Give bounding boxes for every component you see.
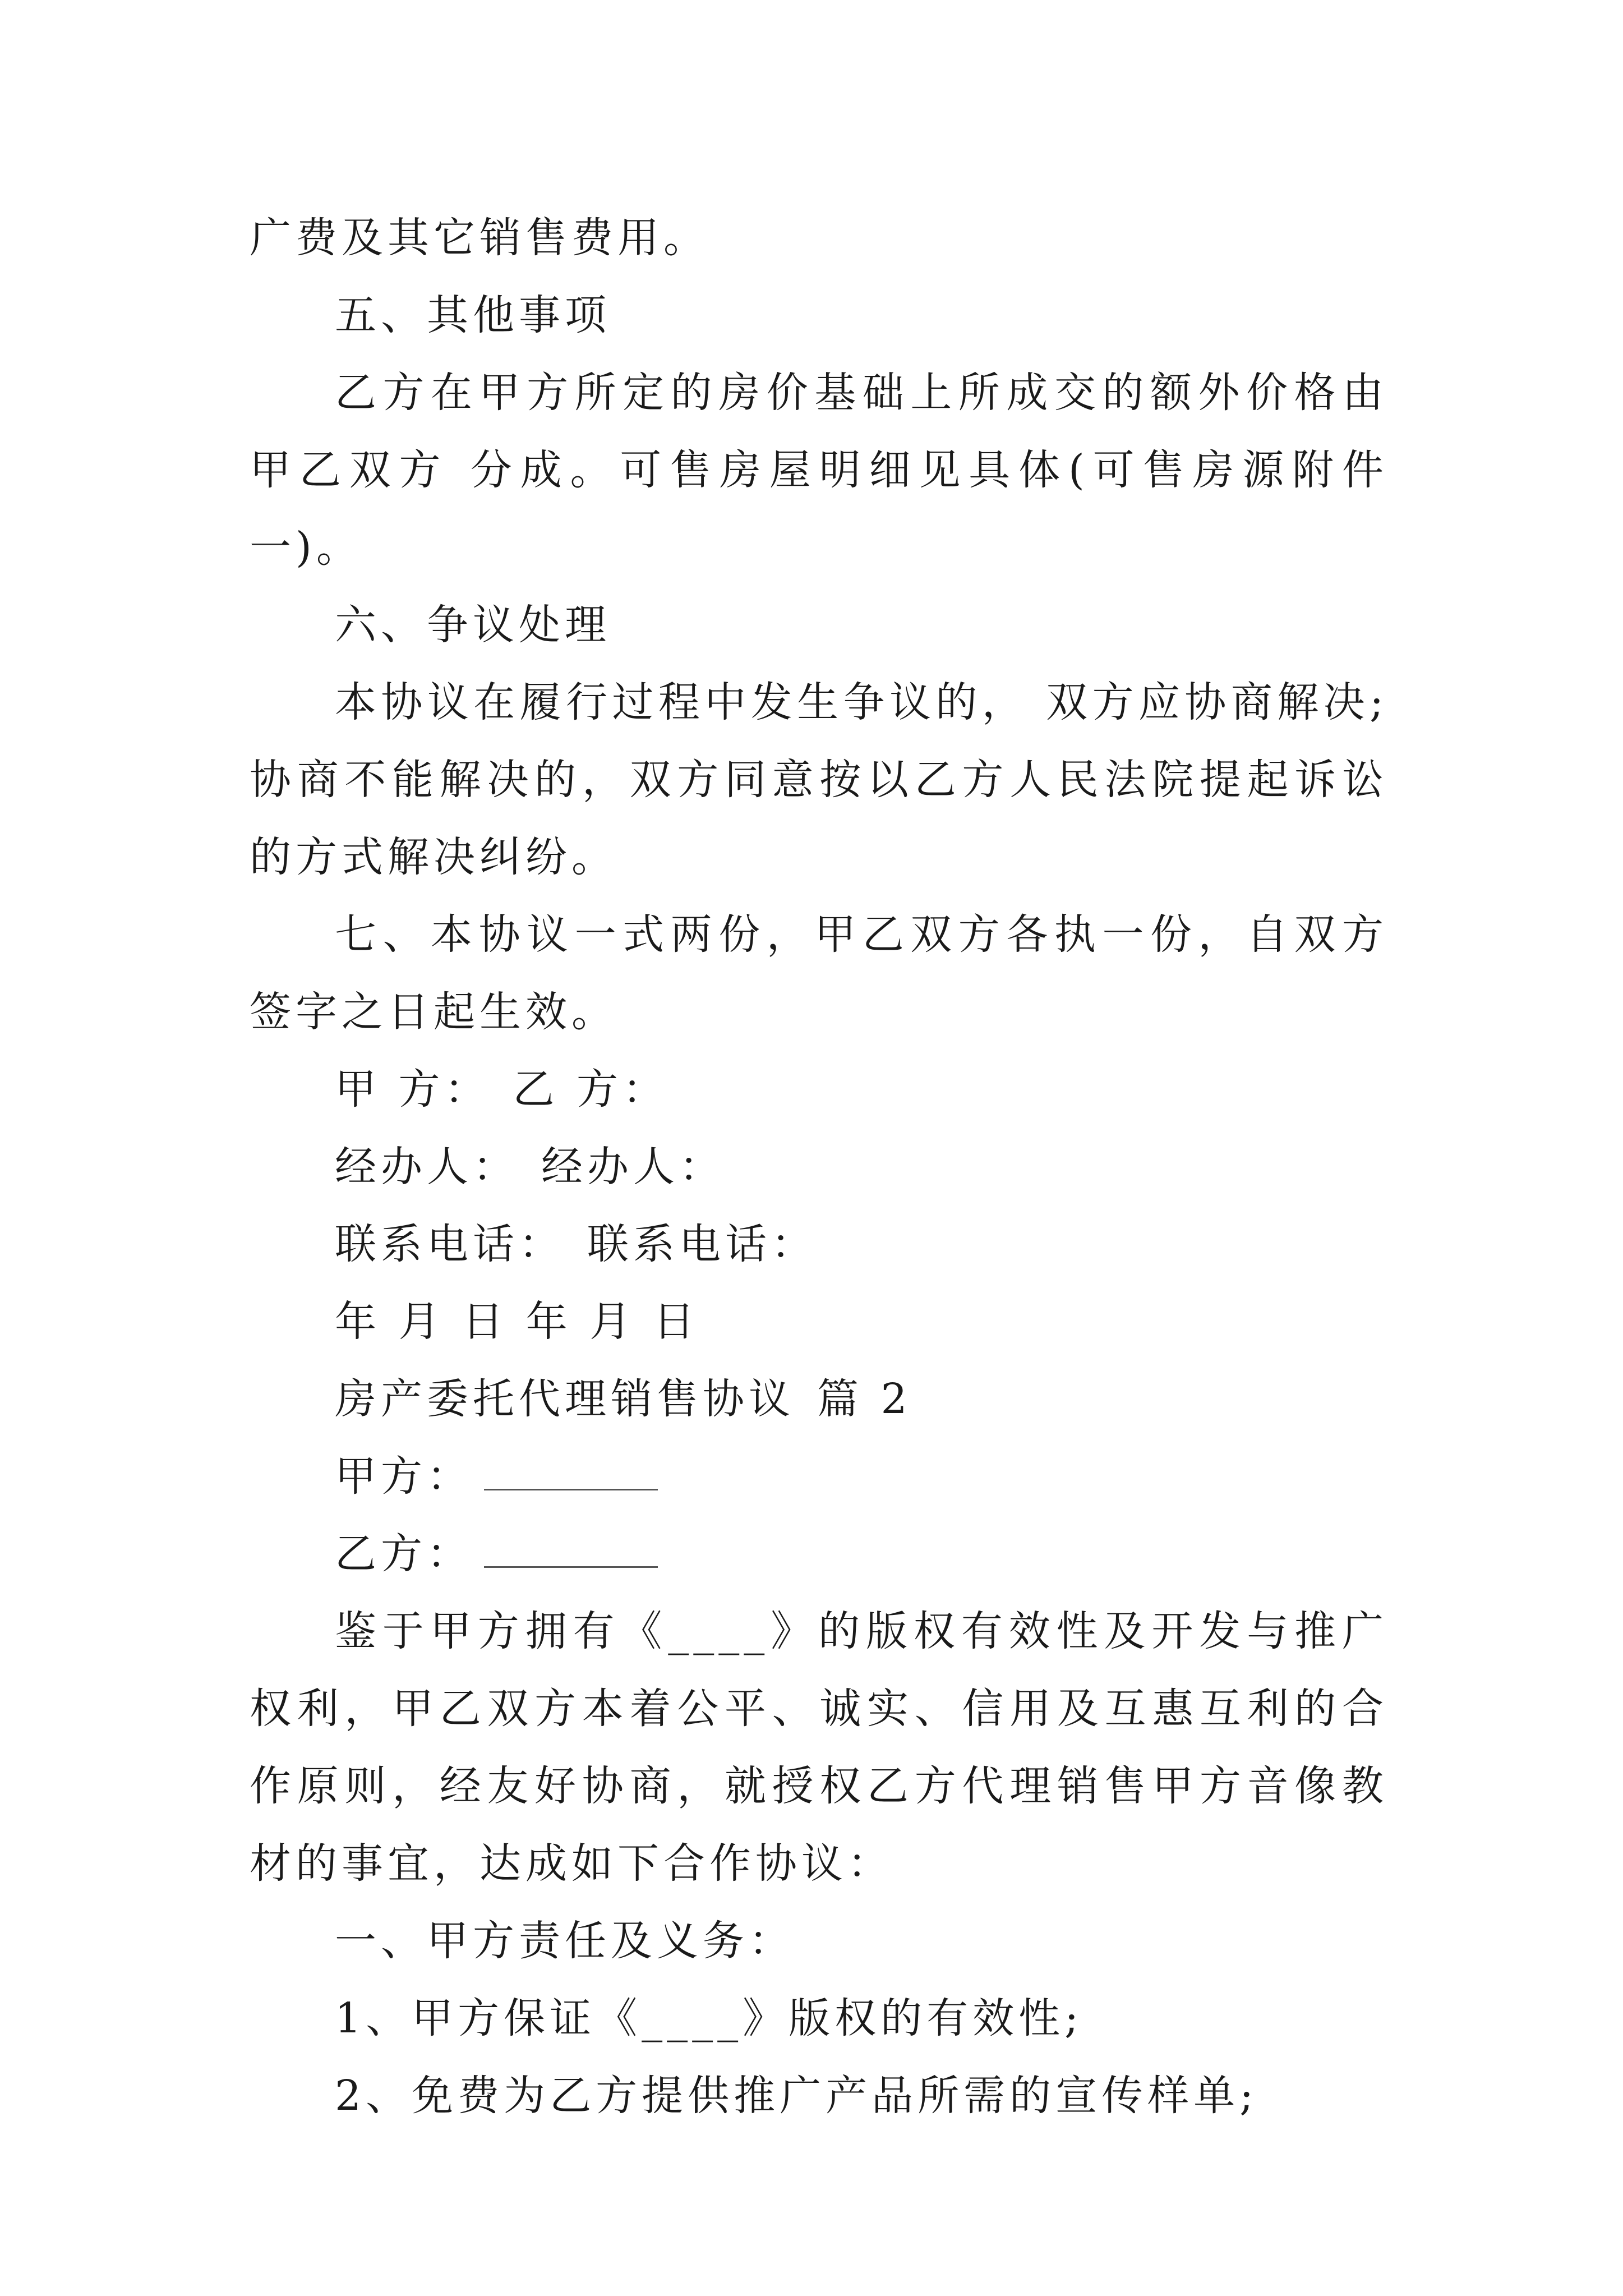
section2-party-a-label: 甲方： bbox=[335, 1452, 473, 1501]
paragraph-copies-effective: 七、本协议一式两份，甲乙双方各执一份，自双方签字之日起生效。 bbox=[250, 910, 1388, 1036]
agent-a-label: 经办人： bbox=[335, 1143, 519, 1191]
signature-parties-row bbox=[250, 1051, 1388, 1128]
agent-b-label: 经办人： bbox=[541, 1143, 725, 1191]
signature-agent-row bbox=[250, 1128, 1388, 1205]
section2-title-suffix: 篇 2 bbox=[817, 1375, 912, 1423]
section2-party-b-row bbox=[250, 1515, 1388, 1593]
section2-title-row bbox=[250, 1360, 1388, 1438]
section-heading-other-matters: 五、其他事项 bbox=[335, 291, 611, 339]
document-body bbox=[250, 199, 1388, 2134]
party-a-label: 甲 方： bbox=[335, 1065, 491, 1114]
section2-title: 房产委托代理销售协议 bbox=[335, 1375, 795, 1423]
party-a-blank-line bbox=[484, 1450, 658, 1490]
date-a: 年 月 日 bbox=[335, 1297, 509, 1346]
section2-heading-party-a-duties: 一、甲方责任及义务： bbox=[335, 1917, 795, 1965]
signature-date-row bbox=[250, 1283, 1388, 1360]
party-b-blank-line bbox=[484, 1527, 658, 1568]
section2-item-1: 1、甲方保证《____》版权的有效性; bbox=[335, 1994, 1083, 2042]
paragraph-continuation: 广费及其它销售费用。 bbox=[250, 214, 709, 262]
section2-item-2: 2、免费为乙方提供推广产品所需的宣传样单; bbox=[335, 2072, 1258, 2120]
section2-intro-paragraph: 鉴于甲方拥有《____》的版权有效性及开发与推广权利，甲乙双方本着公平、诚实、信用及互惠互利的合作原则，经友好协商，就授权乙方代理销售甲方音像教材的事宜，达成如下合作协议： bbox=[250, 1607, 1388, 1888]
phone-a-label: 联系电话： bbox=[335, 1220, 565, 1268]
paragraph-dispute-resolution: 本协议在履行过程中发生争议的， 双方应协商解决;协商不能解决的，双方同意按以乙方人民法院提起诉讼的方式解决纠纷。 bbox=[250, 678, 1388, 881]
paragraph-extra-price: 乙方在甲方所定的房价基础上所成交的额外价格由甲乙双方 分成。可售房屋明细见具体(可售房源附件一)。 bbox=[250, 369, 1388, 572]
section2-party-a-row bbox=[250, 1438, 1388, 1515]
party-b-label: 乙 方： bbox=[513, 1065, 669, 1114]
signature-phone-row bbox=[250, 1205, 1388, 1283]
section-heading-dispute: 六、争议处理 bbox=[335, 601, 611, 649]
date-b: 年 月 日 bbox=[525, 1297, 699, 1346]
section2-party-b-label: 乙方： bbox=[335, 1530, 473, 1578]
phone-b-label: 联系电话： bbox=[587, 1220, 817, 1268]
